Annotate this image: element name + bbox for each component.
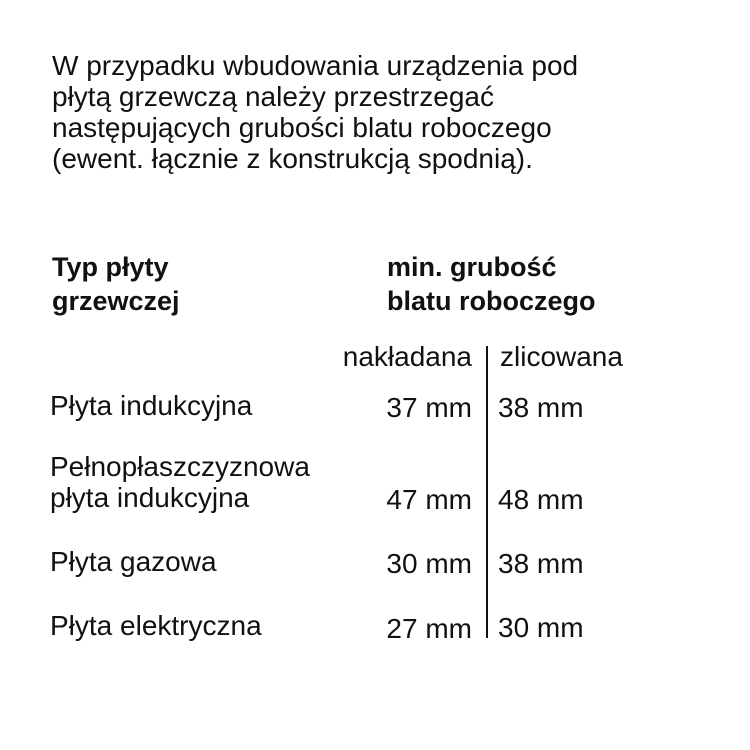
intro-line: następujących grubości blatu roboczego xyxy=(52,112,552,143)
row-hob-name-line: Płyta elektryczna xyxy=(50,610,262,641)
row-flush-value: 48 mm xyxy=(498,484,584,515)
row-flush-value: 38 mm xyxy=(498,548,584,579)
row-hob-name xyxy=(50,610,262,641)
header-line: blatu roboczego xyxy=(387,286,596,316)
intro-paragraph xyxy=(52,50,712,174)
row-surface-value: 37 mm xyxy=(386,392,472,423)
row-flush-value: 30 mm xyxy=(498,612,584,643)
header-line: min. grubość xyxy=(387,252,557,282)
intro-line: płytą grzewczą należy przestrzegać xyxy=(52,81,494,112)
row-surface-value: 47 mm xyxy=(386,484,472,515)
row-hob-name-line: Płyta indukcyjna xyxy=(50,390,253,421)
header-line: grzewczej xyxy=(52,286,180,316)
header-min-thickness xyxy=(387,250,596,318)
column-label-surface-mounted: nakładana xyxy=(342,341,472,372)
intro-line: W przypadku wbudowania urządzenia pod xyxy=(52,50,579,81)
column-divider xyxy=(486,346,488,638)
row-hob-name-line: Płyta gazowa xyxy=(50,546,217,577)
row-hob-name xyxy=(50,451,310,513)
row-flush-value: 38 mm xyxy=(498,392,584,423)
intro-line: (ewent. łącznie z konstrukcją spodnią). xyxy=(52,143,533,174)
header-hob-type xyxy=(52,250,180,318)
row-hob-name-line: płyta indukcyjna xyxy=(50,482,250,513)
row-hob-name xyxy=(50,390,252,421)
column-label-flush-mounted: zlicowana xyxy=(500,341,623,372)
row-surface-value: 30 mm xyxy=(386,548,472,579)
header-line: Typ płyty xyxy=(52,252,169,282)
row-surface-value: 27 mm xyxy=(386,613,472,644)
row-hob-name xyxy=(50,546,217,577)
row-hob-name-line: Pełnopłaszczyznowa xyxy=(50,451,310,482)
